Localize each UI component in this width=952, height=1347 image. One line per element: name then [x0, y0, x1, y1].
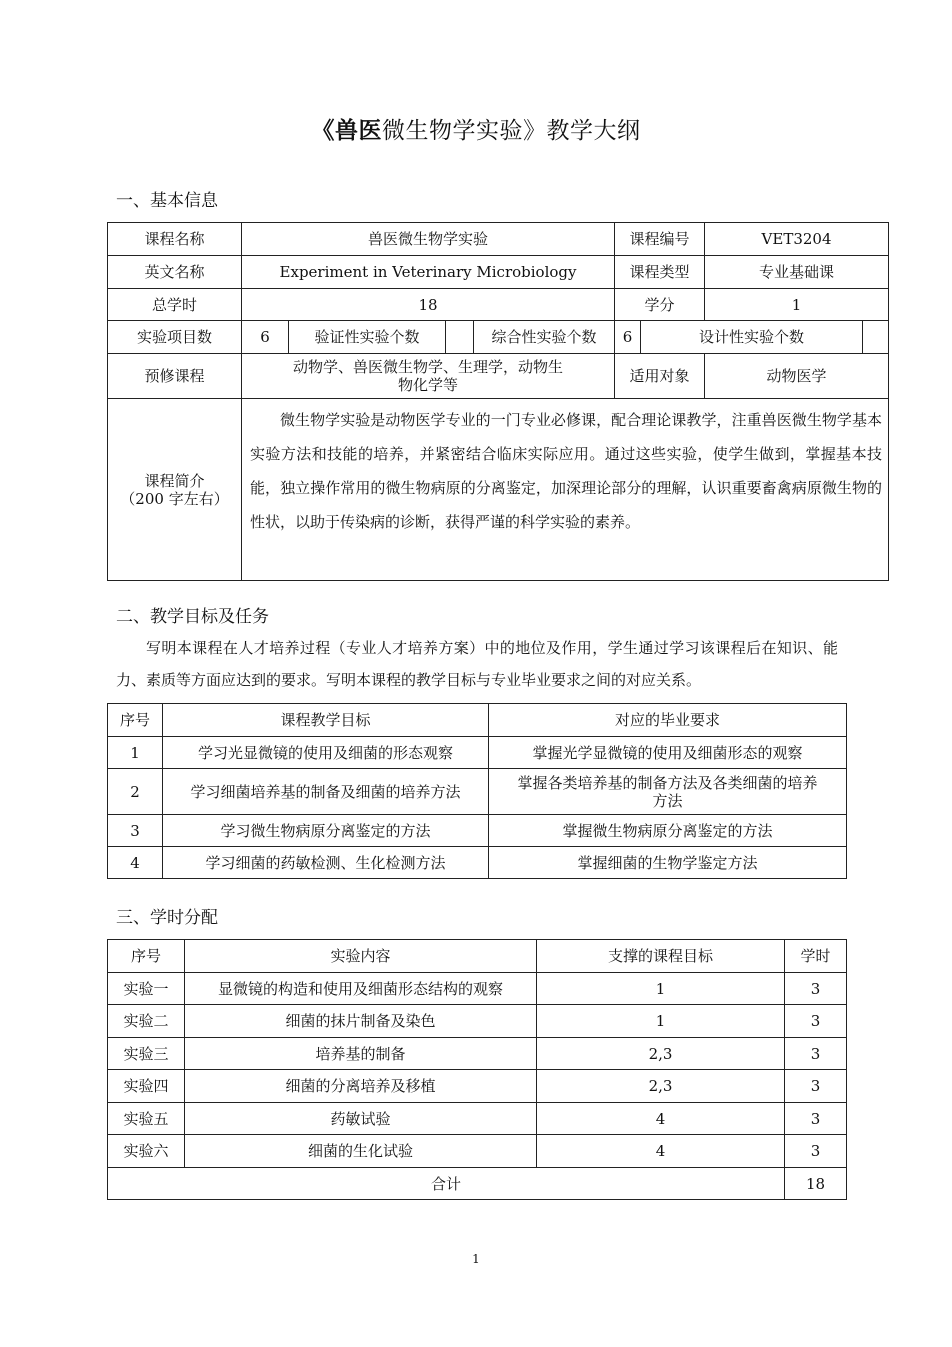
goal-text: 学习细菌培养基的制备及细菌的培养方法: [163, 769, 489, 815]
table-row: [108, 1070, 847, 1103]
experiment-goal: 4: [537, 1135, 785, 1168]
total-label: 合计: [108, 1168, 785, 1200]
experiment-content: 细菌的生化试验: [185, 1135, 537, 1168]
table-row: [108, 847, 847, 879]
requirement-line-1: 掌握光学显微镜的使用及细菌形态的观察: [532, 743, 803, 762]
prerequisites-line-1: 动物学、兽医微生物学、生理学，动物生: [293, 358, 564, 376]
table-row: [108, 973, 847, 1005]
requirement-line-2: 方法: [652, 791, 683, 810]
experiment-content: 细菌的抹片制备及染色: [185, 1005, 537, 1038]
experiment-content: 显微镜的构造和使用及细菌形态结构的观察: [185, 973, 537, 1005]
label-design-count: 设计性实验个数: [641, 321, 863, 354]
hours-header-hours: 学时: [785, 940, 847, 973]
label-credits: 学分: [615, 289, 705, 321]
value-design-count: [863, 321, 889, 354]
label-total-hours: 总学时: [108, 289, 242, 321]
value-course-code: VET3204: [705, 223, 889, 256]
title-bold-part: 《兽医: [311, 118, 382, 144]
teaching-goals-table: [107, 703, 847, 879]
title-rest-part: 微生物学实验》教学大纲: [382, 118, 641, 144]
experiment-goal: 2,3: [537, 1038, 785, 1070]
requirement-line-1: 掌握各类培养基的制备方法及各类细菌的培养: [517, 773, 818, 792]
experiment-goal: 2,3: [537, 1070, 785, 1103]
label-course-code: 课程编号: [615, 223, 705, 256]
document-title: [0, 112, 952, 145]
goal-no: 1: [108, 737, 163, 769]
section-heading-teaching-goals: 二、教学目标及任务: [116, 607, 269, 627]
value-target-audience: 动物医学: [705, 354, 889, 399]
value-course-intro: 微生物学实验是动物医学专业的一门专业必修课，配合理论课教学，注重兽医微生物学基本实验方法和技能的培养，并紧密结合临床实际应用。通过这些实验，使学生做到，掌握基本技能，独立操作常用的微生物病原的分离鉴定，加深理论部分的理解，认识重要畜禽病原微生物的性状，以助于传染病的诊断，获得严谨的科学实验的素养。: [242, 399, 889, 581]
value-verification-count: [446, 321, 474, 354]
hours-header-goal: 支撑的课程目标: [537, 940, 785, 973]
experiment-hours: 3: [785, 1070, 847, 1103]
value-prerequisites: [242, 354, 615, 399]
label-comprehensive-count: 综合性实验个数: [474, 321, 615, 354]
experiment-no: 实验五: [108, 1103, 185, 1135]
hours-header-no: 序号: [108, 940, 185, 973]
goal-requirement: [489, 769, 847, 815]
experiment-hours: 3: [785, 973, 847, 1005]
experiment-hours: 3: [785, 1135, 847, 1168]
label-english-name: 英文名称: [108, 256, 242, 289]
requirement-line-1: 掌握细菌的生物学鉴定方法: [577, 853, 758, 872]
value-course-type: 专业基础课: [705, 256, 889, 289]
value-experiment-count: 6: [242, 321, 289, 354]
goal-requirement: [489, 815, 847, 847]
value-total-hours: 18: [242, 289, 615, 321]
value-credits: 1: [705, 289, 889, 321]
intro-label-line-1: 课程简介: [144, 471, 205, 490]
experiment-hours: 3: [785, 1005, 847, 1038]
experiment-hours: 3: [785, 1038, 847, 1070]
experiment-goal: 4: [537, 1103, 785, 1135]
experiment-content: 细菌的分离培养及移植: [185, 1070, 537, 1103]
goal-no: 4: [108, 847, 163, 879]
total-hours: 18: [785, 1168, 847, 1200]
page-number: 1: [472, 1252, 480, 1266]
table-row: [108, 1135, 847, 1168]
label-course-name: 课程名称: [108, 223, 242, 256]
goals-header-requirement: 对应的毕业要求: [489, 704, 847, 737]
label-target-audience: 适用对象: [615, 354, 705, 399]
table-row: [108, 1005, 847, 1038]
experiment-content: 培养基的制备: [185, 1038, 537, 1070]
hours-header-content: 实验内容: [185, 940, 537, 973]
goal-requirement: [489, 847, 847, 879]
value-english-name: Experiment in Veterinary Microbiology: [242, 256, 615, 289]
experiment-hours: 3: [785, 1103, 847, 1135]
experiment-goal: 1: [537, 973, 785, 1005]
table-row: [108, 737, 847, 769]
experiment-goal: 1: [537, 1005, 785, 1038]
value-course-name: 兽医微生物学实验: [242, 223, 615, 256]
label-experiment-count: 实验项目数: [108, 321, 242, 354]
experiment-no: 实验二: [108, 1005, 185, 1038]
intro-label-line-2: （200 字左右）: [120, 489, 229, 508]
goal-text: 学习光显微镜的使用及细菌的形态观察: [163, 737, 489, 769]
goal-requirement: [489, 737, 847, 769]
experiment-content: 药敏试验: [185, 1103, 537, 1135]
section-heading-basic-info: 一、基本信息: [116, 191, 218, 211]
experiment-no: 实验三: [108, 1038, 185, 1070]
label-verification-count: 验证性实验个数: [289, 321, 446, 354]
table-row: [108, 769, 847, 815]
section-heading-hours-allocation: 三、学时分配: [116, 908, 218, 928]
goals-header-no: 序号: [108, 704, 163, 737]
experiment-no: 实验一: [108, 973, 185, 1005]
requirement-line-1: 掌握微生物病原分离鉴定的方法: [562, 821, 773, 840]
table-row: [108, 815, 847, 847]
label-prerequisites: 预修课程: [108, 354, 242, 399]
experiment-no: 实验四: [108, 1070, 185, 1103]
goals-header-goal: 课程教学目标: [163, 704, 489, 737]
value-comprehensive-count: 6: [615, 321, 641, 354]
label-course-type: 课程类型: [615, 256, 705, 289]
table-row: [108, 1038, 847, 1070]
teaching-goals-paragraph: 写明本课程在人才培养过程（专业人才培养方案）中的地位及作用，学生通过学习该课程后在知识、能力、素质等方面应达到的要求。写明本课程的教学目标与专业毕业要求之间的对应关系。: [116, 639, 838, 689]
basic-info-table: [107, 222, 889, 581]
hours-allocation-table: [107, 939, 847, 1200]
goal-no: 2: [108, 769, 163, 815]
experiment-no: 实验六: [108, 1135, 185, 1168]
goal-no: 3: [108, 815, 163, 847]
goal-text: 学习微生物病原分离鉴定的方法: [163, 815, 489, 847]
prerequisites-line-2: 物化学等: [398, 376, 459, 394]
table-row: [108, 1103, 847, 1135]
goal-text: 学习细菌的药敏检测、生化检测方法: [163, 847, 489, 879]
label-course-intro: [108, 399, 242, 581]
